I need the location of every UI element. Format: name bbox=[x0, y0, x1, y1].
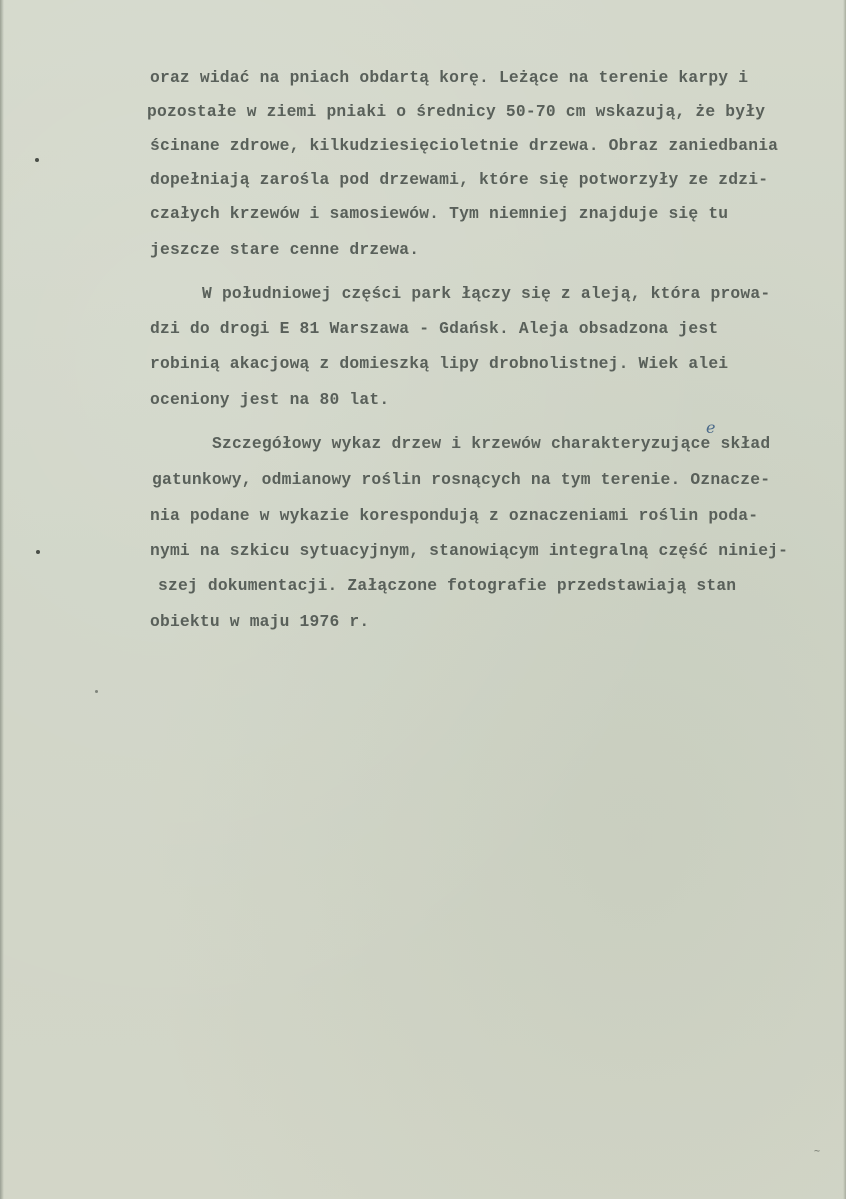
handwritten-correction: e bbox=[706, 418, 716, 437]
text-line: oceniony jest na 80 lat. bbox=[150, 390, 390, 409]
text-line: oraz widać na pniach obdartą korę. Leżące na terenie karpy i bbox=[150, 68, 749, 87]
text-line: robinią akacjową z domieszką lipy drobnolistnej. Wiek alei bbox=[150, 354, 729, 373]
text-line: dzi do drogi E 81 Warszawa - Gdańsk. Aleja obsadzona jest bbox=[150, 319, 719, 338]
text-line: czałych krzewów i samosiewów. Tym niemniej znajduje się tu bbox=[150, 204, 729, 223]
corner-mark: ~ bbox=[814, 1146, 821, 1157]
text-line: pozostałe w ziemi pniaki o średnicy 50-70 cm wskazują, że były bbox=[147, 102, 766, 121]
text-line: nia podane w wykazie korespondują z oznaczeniami roślin poda- bbox=[150, 506, 759, 525]
text-line: jeszcze stare cenne drzewa. bbox=[150, 240, 420, 259]
text-line: Szczegółowy wykaz drzew i krzewów charakteryzujące skład bbox=[212, 434, 771, 453]
punch-hole bbox=[35, 158, 39, 162]
text-line: dopełniają zarośla pod drzewami, które się potworzyły ze zdzi- bbox=[150, 170, 769, 189]
punch-hole bbox=[36, 550, 40, 554]
text-line: obiektu w maju 1976 r. bbox=[150, 612, 370, 631]
paper-speck bbox=[95, 690, 98, 693]
text-line: nymi na szkicu sytuacyjnym, stanowiącym integralną część niniej- bbox=[150, 541, 789, 560]
page-left-edge bbox=[0, 0, 4, 1199]
text-line: gatunkowy, odmianowy roślin rosnących na tym terenie. Oznacze- bbox=[152, 470, 771, 489]
text-line: W południowej części park łączy się z aleją, która prowa- bbox=[202, 284, 771, 303]
text-line: szej dokumentacji. Załączone fotografie przedstawiają stan bbox=[158, 576, 737, 595]
text-line: ścinane zdrowe, kilkudziesięcioletnie drzewa. Obraz zaniedbania bbox=[150, 136, 779, 155]
